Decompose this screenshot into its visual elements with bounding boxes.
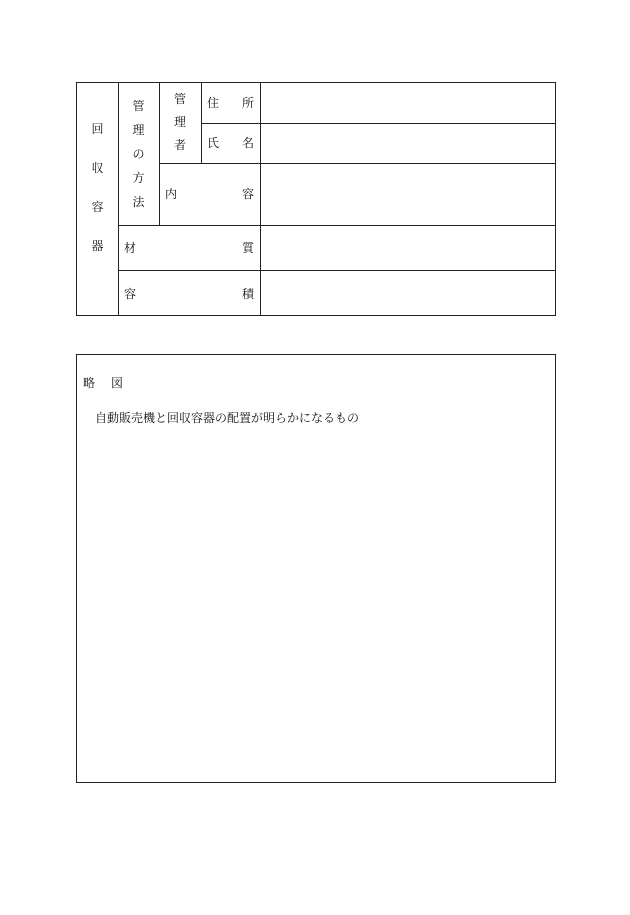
manager-label-char: 理 [173, 115, 186, 129]
container-label-char: 容 [91, 200, 104, 214]
name-label: 氏 名 [207, 136, 254, 150]
sketch-title: 略 図 [83, 376, 123, 390]
management-method-char: 理 [132, 123, 145, 137]
container-label-char: 回 [91, 122, 104, 136]
manager-label-char: 者 [173, 138, 186, 152]
management-method-char: 方 [132, 171, 145, 185]
management-method-char: 管 [132, 99, 145, 113]
container-label [77, 123, 118, 252]
material-label: 材 質 [124, 241, 254, 255]
address-label: 住 所 [207, 96, 254, 110]
address-field[interactable] [261, 83, 555, 123]
management-method-char: 法 [132, 195, 145, 209]
container-label-char: 器 [91, 239, 104, 253]
container-label-char: 収 [91, 161, 104, 175]
name-field[interactable] [261, 124, 555, 163]
contents-label: 内 容 [165, 187, 254, 201]
contents-field[interactable] [261, 164, 555, 225]
management-method-label [118, 100, 159, 208]
manager-label-char: 管 [173, 92, 186, 106]
manager-label [159, 93, 201, 151]
volume-field[interactable] [261, 271, 555, 315]
management-method-char: の [132, 147, 145, 161]
sketch-instruction: 自動販売機と回収容器の配置が明らかになるもの [95, 411, 360, 425]
collection-container-table [76, 82, 556, 316]
volume-label: 容 積 [124, 287, 254, 301]
material-field[interactable] [261, 226, 555, 270]
sketch-area[interactable] [76, 354, 556, 783]
